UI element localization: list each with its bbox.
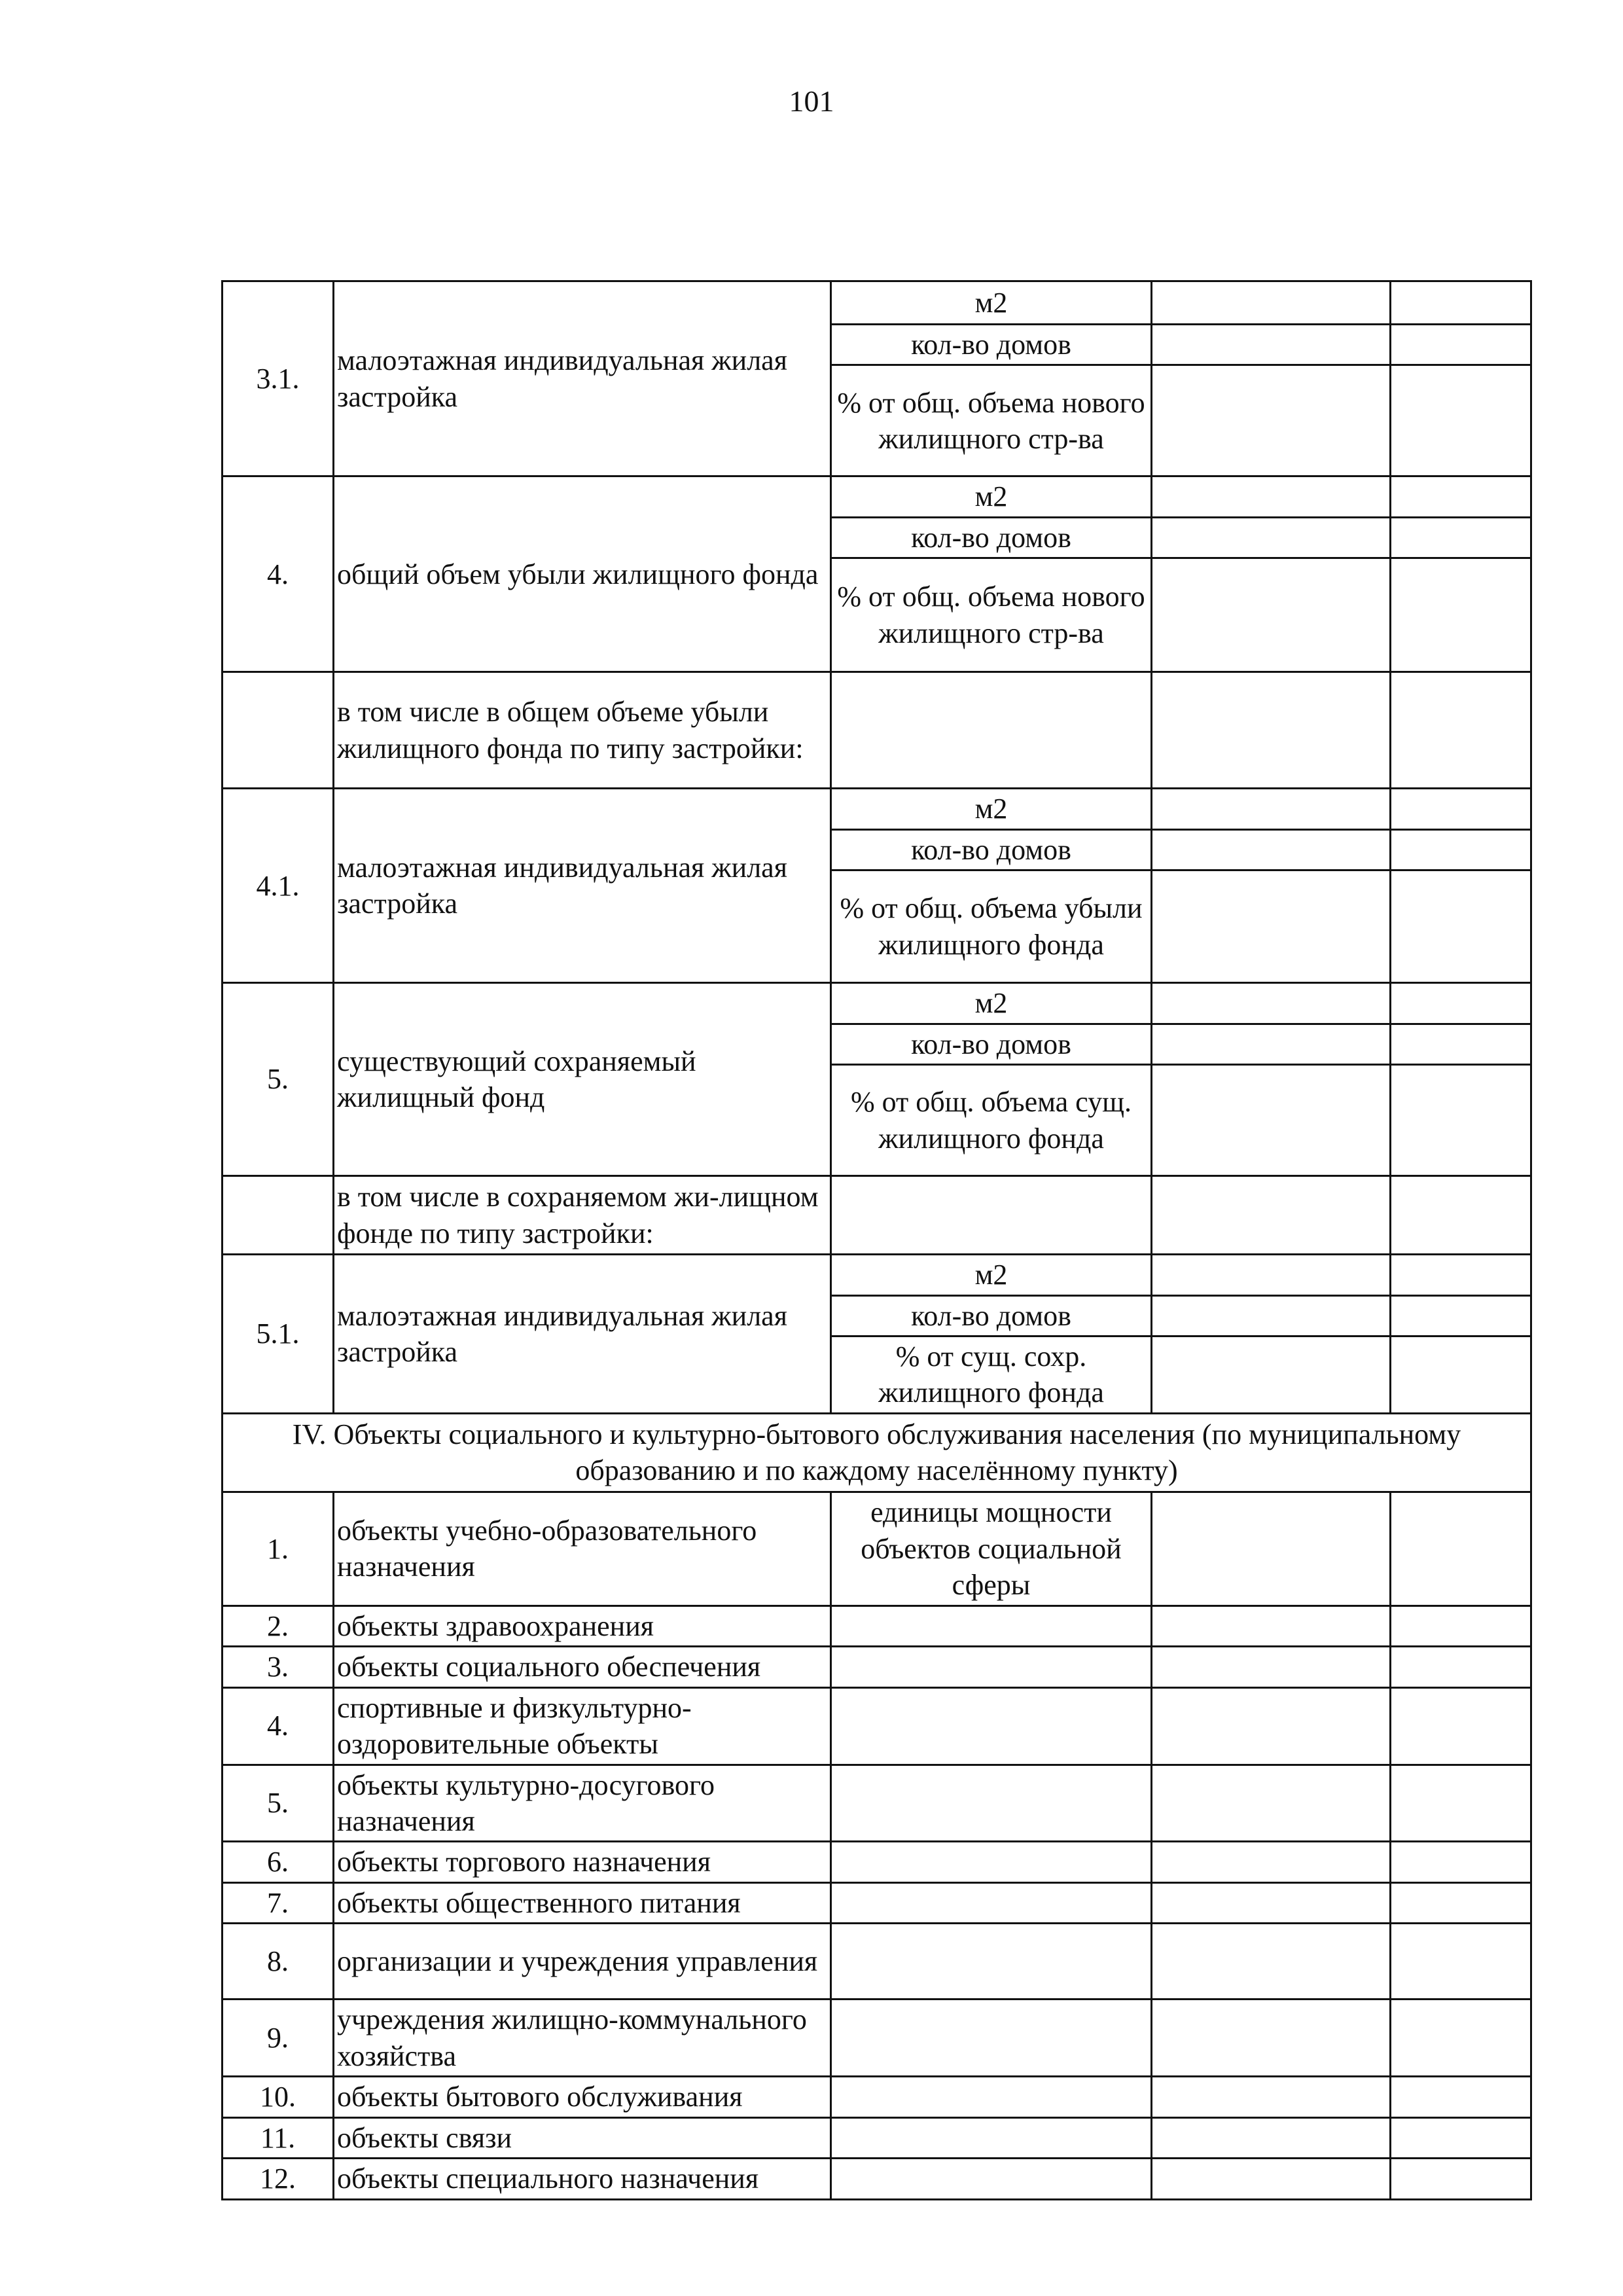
value-cell	[1391, 1924, 1531, 2000]
value-cell	[1391, 829, 1531, 870]
table-row	[223, 2000, 1531, 2077]
row-number: 11.	[223, 2117, 334, 2158]
row-number: 5.	[223, 1765, 334, 1842]
value-cell	[1391, 1687, 1531, 1765]
table-row	[223, 1492, 1531, 1605]
value-cell	[1152, 1882, 1391, 1923]
value-cell	[1152, 2077, 1391, 2117]
value-cell	[831, 1924, 1152, 2000]
value-cell	[1391, 1647, 1531, 1687]
row-number: 5.1.	[223, 1255, 334, 1414]
indicator-name: объекты связи	[334, 2117, 831, 2158]
value-cell	[1391, 1765, 1531, 1842]
value-cell	[831, 1605, 1152, 1646]
value-cell	[1152, 281, 1391, 325]
value-cell	[1152, 1647, 1391, 1687]
table-row	[223, 2159, 1531, 2199]
unit-cell: кол-во домов	[831, 1295, 1152, 1336]
page-number: 101	[789, 84, 834, 118]
value-cell	[1391, 365, 1531, 476]
table-row	[223, 983, 1531, 1024]
value-cell	[1391, 1882, 1531, 1923]
value-cell	[831, 1687, 1152, 1765]
value-cell	[1152, 1295, 1391, 1336]
row-number: 4.1.	[223, 789, 334, 983]
row-number: 8.	[223, 1924, 334, 2000]
value-cell	[1391, 1024, 1531, 1064]
indicator-name: объекты учебно-образовательного назначения	[334, 1492, 831, 1605]
unit-cell: % от общ. объема нового жилищного стр-ва	[831, 365, 1152, 476]
indicator-name: объекты торгового назначения	[334, 1842, 831, 1882]
section-title: IV. Объекты социального и культурно-бытового обслуживания населения (по муниципальному образованию и по каждому населённому пункту)	[223, 1413, 1531, 1492]
indicators-table	[221, 280, 1532, 2200]
table-row	[223, 476, 1531, 517]
indicator-name: объекты социального обеспечения	[334, 1647, 831, 1687]
table-row	[223, 1176, 1531, 1255]
table-row	[223, 2077, 1531, 2117]
unit-cell: кол-во домов	[831, 325, 1152, 365]
value-cell	[1152, 2159, 1391, 2199]
value-cell	[1391, 1605, 1531, 1646]
indicator-name: организации и учреждения управления	[334, 1924, 831, 2000]
indicator-name: малоэтажная индивидуальная жилая застройка	[334, 1255, 831, 1414]
unit-cell: м2	[831, 476, 1152, 517]
row-number: 10.	[223, 2077, 334, 2117]
value-cell	[1152, 829, 1391, 870]
value-cell	[831, 2159, 1152, 2199]
unit-cell: % от общ. объема нового жилищного стр-ва	[831, 558, 1152, 672]
indicator-name: объекты бытового обслуживания	[334, 2077, 831, 2117]
value-cell	[1391, 2159, 1531, 2199]
value-cell	[1152, 1924, 1391, 2000]
value-cell	[1152, 1336, 1391, 1413]
value-cell	[1391, 281, 1531, 325]
value-cell	[1152, 1024, 1391, 1064]
indicator-name: объекты общественного питания	[334, 1882, 831, 1923]
table-row	[223, 281, 1531, 325]
value-cell	[1152, 1687, 1391, 1765]
row-number: 4.	[223, 476, 334, 672]
value-cell	[1152, 1765, 1391, 1842]
row-number: 12.	[223, 2159, 334, 2199]
unit-cell: м2	[831, 1255, 1152, 1295]
table-row	[223, 1924, 1531, 2000]
value-cell	[1391, 1295, 1531, 1336]
table-row	[223, 672, 1531, 789]
value-cell	[831, 2077, 1152, 2117]
value-cell	[1152, 870, 1391, 983]
value-cell	[1152, 1605, 1391, 1646]
value-cell	[1391, 1842, 1531, 1882]
subtotal-label: в том числе в сохраняемом жи-лищном фонде по типу застройки:	[334, 1176, 831, 1255]
indicator-name: учреждения жилищно-коммунального хозяйства	[334, 2000, 831, 2077]
value-cell	[1391, 558, 1531, 672]
indicator-name: малоэтажная индивидуальная жилая застройка	[334, 281, 831, 476]
value-cell	[1152, 1492, 1391, 1605]
value-cell	[1391, 1255, 1531, 1295]
value-cell	[1152, 1065, 1391, 1176]
unit-cell: единицы мощности объектов социальной сферы	[831, 1492, 1152, 1605]
row-number: 6.	[223, 1842, 334, 1882]
value-cell	[1391, 870, 1531, 983]
value-cell	[831, 1842, 1152, 1882]
table-row	[223, 1882, 1531, 1923]
row-number: 3.	[223, 1647, 334, 1687]
value-cell	[1152, 325, 1391, 365]
value-cell	[1152, 476, 1391, 517]
value-cell	[1391, 1336, 1531, 1413]
value-cell	[1391, 2077, 1531, 2117]
unit-cell: кол-во домов	[831, 517, 1152, 558]
value-cell	[1152, 2117, 1391, 2158]
value-cell	[1152, 517, 1391, 558]
table-row	[223, 1687, 1531, 1765]
unit-cell: % от общ. объема убыли жилищного фонда	[831, 870, 1152, 983]
value-cell	[1391, 983, 1531, 1024]
value-cell	[1152, 365, 1391, 476]
row-number: 2.	[223, 1605, 334, 1646]
row-number: 1.	[223, 1492, 334, 1605]
value-cell	[1391, 789, 1531, 829]
value-cell	[1391, 2000, 1531, 2077]
value-cell	[1152, 1255, 1391, 1295]
unit-cell: кол-во домов	[831, 1024, 1152, 1064]
value-cell	[831, 2117, 1152, 2158]
unit-cell: м2	[831, 789, 1152, 829]
indicator-name: существующий сохраняемый жилищный фонд	[334, 983, 831, 1176]
row-number: 9.	[223, 2000, 334, 2077]
value-cell	[1152, 983, 1391, 1024]
table-row	[223, 2117, 1531, 2158]
row-number: 3.1.	[223, 281, 334, 476]
value-cell	[1391, 1492, 1531, 1605]
value-cell	[1152, 1842, 1391, 1882]
unit-cell: % от общ. объема сущ. жилищного фонда	[831, 1065, 1152, 1176]
indicator-name: общий объем убыли жилищного фонда	[334, 476, 831, 672]
table-row	[223, 1765, 1531, 1842]
section-header-row	[223, 1413, 1531, 1492]
value-cell	[831, 2000, 1152, 2077]
value-cell	[1391, 1065, 1531, 1176]
subtotal-label: в том числе в общем объеме убыли жилищного фонда по типу застройки:	[334, 672, 831, 789]
value-cell	[1391, 325, 1531, 365]
unit-cell: % от сущ. сохр. жилищного фонда	[831, 1336, 1152, 1413]
value-cell	[1152, 2000, 1391, 2077]
indicator-name: объекты здравоохранения	[334, 1605, 831, 1646]
table-row	[223, 789, 1531, 829]
unit-cell: м2	[831, 281, 1152, 325]
row-number: 7.	[223, 1882, 334, 1923]
value-cell	[1152, 558, 1391, 672]
value-cell	[1391, 517, 1531, 558]
table-row	[223, 1605, 1531, 1646]
value-cell	[831, 1765, 1152, 1842]
indicator-name: спортивные и физкультурно-оздоровительные объекты	[334, 1687, 831, 1765]
value-cell	[831, 1882, 1152, 1923]
table-row	[223, 1647, 1531, 1687]
row-number: 4.	[223, 1687, 334, 1765]
indicator-name: малоэтажная индивидуальная жилая застройка	[334, 789, 831, 983]
value-cell	[1391, 476, 1531, 517]
indicator-name: объекты культурно-досугового назначения	[334, 1765, 831, 1842]
unit-cell: кол-во домов	[831, 829, 1152, 870]
indicator-name: объекты специального назначения	[334, 2159, 831, 2199]
value-cell	[1152, 789, 1391, 829]
table-row	[223, 1255, 1531, 1295]
row-number: 5.	[223, 983, 334, 1176]
value-cell	[1391, 2117, 1531, 2158]
value-cell	[831, 1647, 1152, 1687]
unit-cell: м2	[831, 983, 1152, 1024]
table-row	[223, 1842, 1531, 1882]
